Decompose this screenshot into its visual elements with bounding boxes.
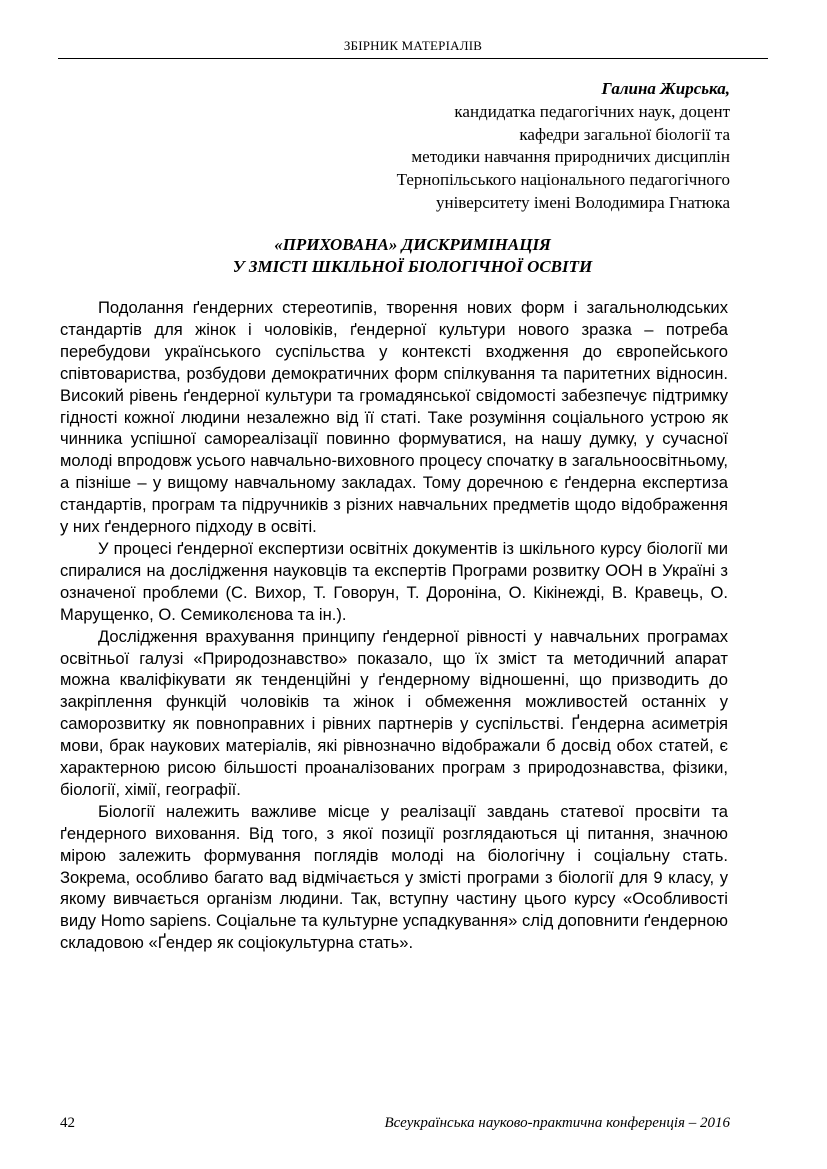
article-title-line: У ЗМІСТІ ШКІЛЬНОЇ БІОЛОГІЧНОЇ ОСВІТИ bbox=[232, 257, 593, 276]
running-header: ЗБІРНИК МАТЕРІАЛІВ bbox=[343, 38, 483, 53]
page-number: 42 bbox=[60, 1115, 75, 1131]
article-title bbox=[60, 234, 765, 278]
body-paragraph: У процесі ґендерної експертизи освітніх документів із шкільного курсу біології ми спиралися на дослідження науковців та експертів Програми розвитку ООН в Україні з означеної проблеми (С. Вихор, Т. Говорун, Т. Дороніна, О. Кікінежді, В. Кравець, О. Марущенко, О. Семиколєнова та ін.). bbox=[60, 538, 728, 624]
body-paragraph: Дослідження врахування принципу ґендерної рівності у навчальних програмах освітньої галузі «Природознавство» показало, що їх зміст та методичний апарат можна кваліфікувати як тенденційні у ґендерному відношенні, що призводить до закріплення функцій чоловіків та жінок і обмеження можливостей останніх у саморозвитку як повноправних і рівних партнерів у суспільстві. Ґендерна асиметрія мови, брак наукових матеріалів, які рівнозначно відображали б досвід обох статей, є характерною рисою більшості проаналізованих програм з природознавства, фізики, біології, хімії, географії. bbox=[60, 626, 728, 799]
body-paragraph: Біології належить важливе місце у реалізації завдань статевої просвіти та ґендерного виховання. Від того, з якої позиції розглядаються ці питання, значною мірою залежить формування поглядів молоді на біологічну і соціальну стать. Зокрема, особливо багато вад відмічається у змісті програми з біології для 9 класу, у якому вивчається організм людини. Так, вступну частину цього курсу «Особливості виду Homo sapiens. Соціальне та культурне успадкування» слід доповнити ґендерною складовою «Ґендер як соціокультурна стать». bbox=[60, 801, 728, 953]
author-block bbox=[170, 78, 730, 215]
author-affiliation-line: Тернопільського національного педагогічного bbox=[396, 170, 730, 190]
author-affiliation-line: методики навчання природничих дисциплін bbox=[411, 147, 730, 167]
author-affiliation-line: кандидатка педагогічних наук, доцент bbox=[454, 101, 730, 121]
footer-conference: Всеукраїнська науково-практична конференція – 2016 bbox=[384, 1115, 730, 1131]
author-name: Галина Жирська, bbox=[601, 79, 730, 98]
author-affiliation-line: університету імені Володимира Гнатюка bbox=[435, 192, 730, 212]
article-body bbox=[60, 297, 728, 954]
author-affiliation-line: кафедри загальної біології та bbox=[519, 124, 730, 144]
body-paragraph: Подолання ґендерних стереотипів, творення нових форм і загальнолюдських стандартів для жінок і чоловіків, ґендерної культури нового зразка – потреба перебудови українського суспільства у контексті входження до європейського співтовариства, розбудови демократичних форм спілкування та паритетних відносин. Високий рівень ґендерної культури та громадянської свідомості забезпечує підтримку гідності кожної людини незалежно від її статі. Таке розуміння соціального устрою як чинника успішної самореалізації повинно формуватися, на нашу думку, у сучасної молоді впродовж усього навчально-виховного процесу спочатку в загальноосвітньому, а пізніше – у вищому навчальному закладах. Тому доречною є ґендерна експертиза стандартів, програм та підручників з різних навчальних предметів щодо відображення у них ґендерного підходу в освіті. bbox=[60, 298, 728, 537]
article-title-line: «ПРИХОВАНА» ДИСКРИМІНАЦІЯ bbox=[274, 235, 551, 254]
header-rule bbox=[58, 58, 768, 59]
